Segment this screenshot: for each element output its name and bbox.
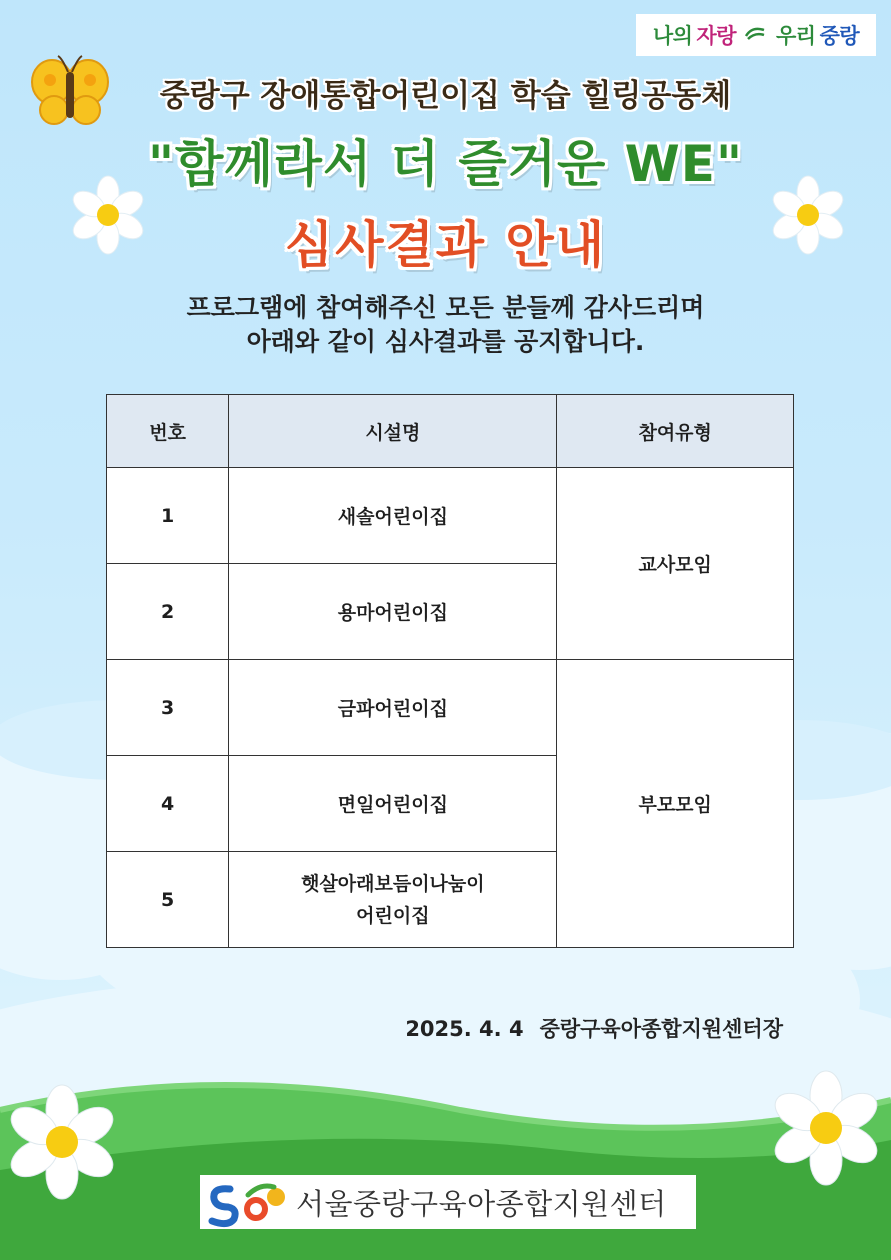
page-title: "함께라서 더 즐거운 WE" [147,135,744,193]
table-header-row [107,395,794,468]
center-logo-mark-icon [200,1175,296,1229]
flower-icon [4,1084,120,1200]
facility-name-line-2: 어린이집 [356,904,430,927]
header-participation-type: 참여유형 [557,395,794,468]
table-row [107,468,794,564]
results-table [106,394,794,948]
participation-type: 부모모임 [557,660,794,948]
facility-name: 용마어린이집 [229,564,557,660]
result-title: 심사결과 안내 [284,216,607,274]
issuer-name: 중랑구육아종합지원센터장 [539,1017,783,1041]
row-number: 5 [107,852,229,948]
facility-name-line-1: 햇살아래보듬이나눔이 [301,872,485,895]
facility-name: 새솔어린이집 [229,468,557,564]
swirl-logo-icon [744,24,766,47]
facility-name: 면일어린이집 [229,756,557,852]
table-row [107,660,794,756]
slogan-part-4: 중랑 [819,24,860,48]
slogan-badge [636,14,876,56]
participation-type: 교사모임 [557,468,794,660]
center-logo-text: 서울중랑구육아종합지원센터 [296,1186,667,1221]
slogan-part-1: 나의 [652,24,693,48]
page-subtitle: 중랑구 장애통합어린이집 학습 힐링공동체 [159,78,732,114]
slogan-part-3: 우리 [776,24,816,48]
header-facility-name: 시설명 [229,395,557,468]
slogan-part-2: 자랑 [696,24,736,48]
issue-signature [0,1013,783,1043]
header-number: 번호 [107,395,229,468]
row-number: 2 [107,564,229,660]
facility-name: 금파어린이집 [229,660,557,756]
flower-icon [768,1070,884,1186]
intro-line-2: 아래와 같이 심사결과를 공지합니다. [246,327,645,356]
row-number: 3 [107,660,229,756]
intro-line-1: 프로그램에 참여해주신 모든 분들께 감사드리며 [186,293,705,322]
issue-date: 2025. 4. 4 [405,1017,524,1041]
facility-name [229,852,557,948]
row-number: 1 [107,468,229,564]
row-number: 4 [107,756,229,852]
center-logo [200,1175,696,1229]
